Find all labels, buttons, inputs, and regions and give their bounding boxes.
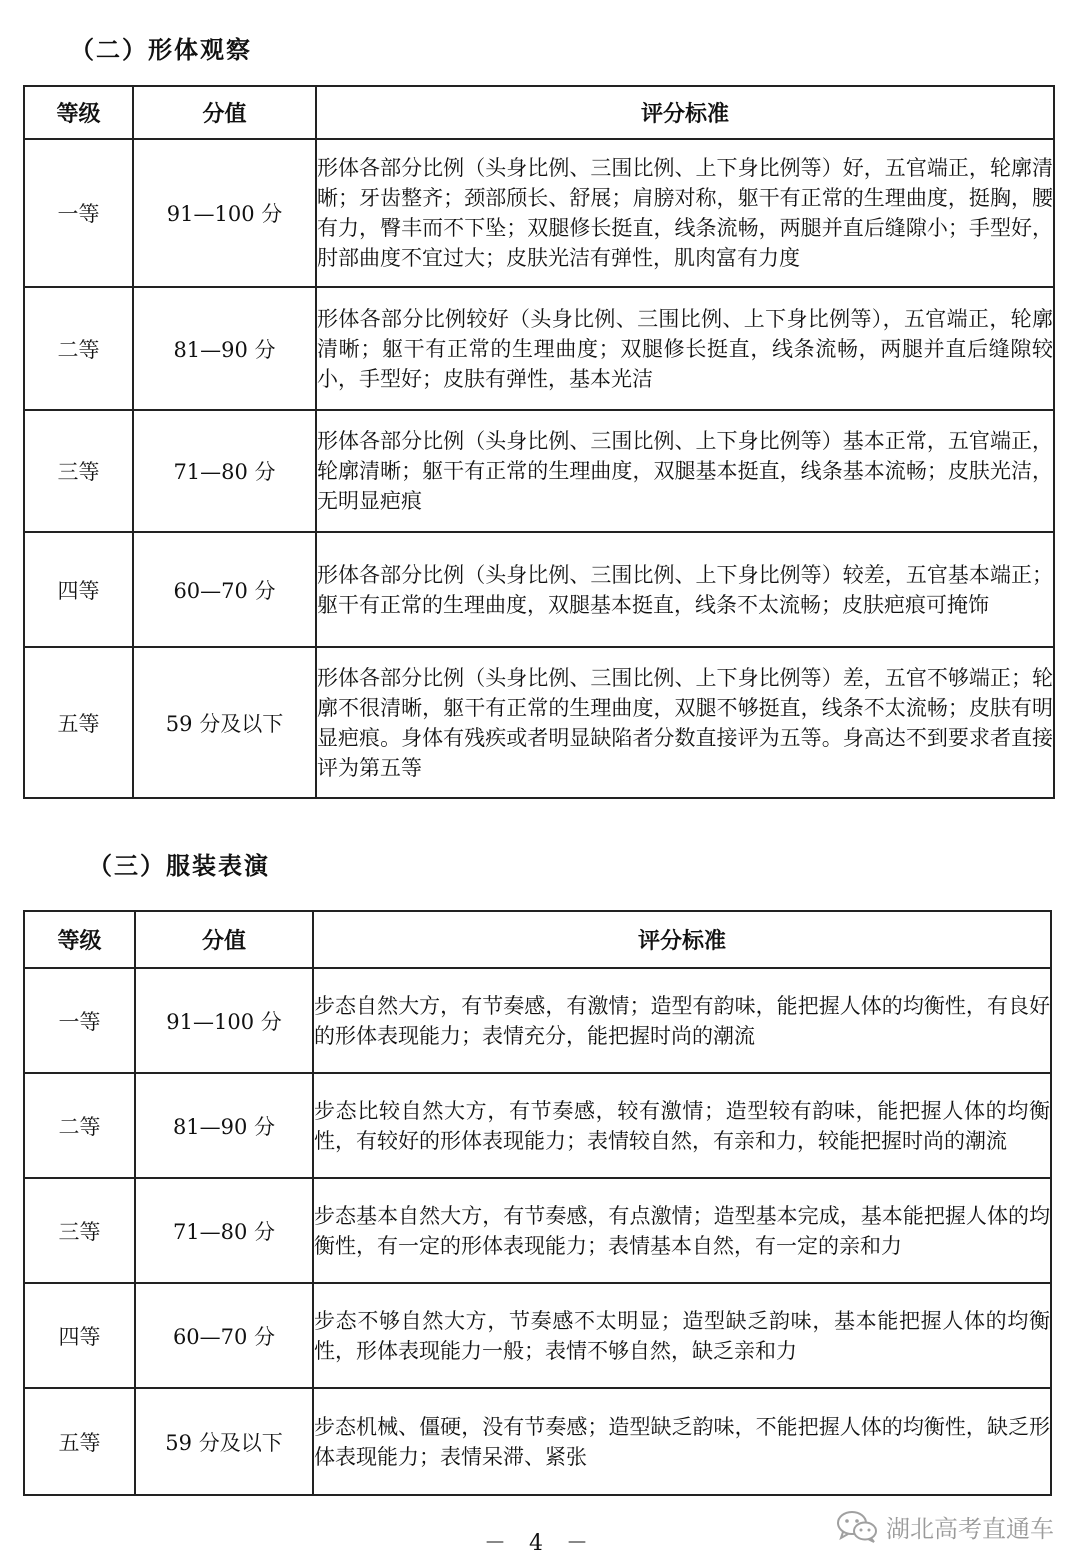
criteria-cell: 步态不够自然大方，节奏感不太明显；造型缺乏韵味，基本能把握人体的均衡性，形体表现能力一般；表情不够自然，缺乏亲和力	[313, 1283, 1051, 1388]
page-number: － 4 －	[484, 1531, 596, 1556]
criteria-cell: 形体各部分比例（头身比例、三围比例、上下身比例等）差，五官不够端正；轮廓不很清晰，躯干有正常的生理曲度，双腿不够挺直，线条不太流畅；皮肤有明显疤痕。身体有残疾或者明显缺陷者分数直接评为五等。身高达不到要求者直接评为第五等	[316, 647, 1054, 798]
header-level: 等级	[24, 911, 135, 968]
header-score: 分值	[135, 911, 313, 968]
score-cell: 71—80 分	[133, 410, 316, 532]
criteria-cell: 形体各部分比例（头身比例、三围比例、上下身比例等）较差，五官基本端正；躯干有正常的生理曲度，双腿基本挺直，线条不太流畅；皮肤疤痕可掩饰	[316, 532, 1054, 647]
level-cell: 三等	[24, 1178, 135, 1283]
score-cell: 59 分及以下	[135, 1388, 313, 1495]
criteria-cell: 步态自然大方，有节奏感，有激情；造型有韵味，能把握人体的均衡性，有良好的形体表现能力；表情充分，能把握时尚的潮流	[313, 968, 1051, 1073]
table-row	[24, 532, 1054, 647]
section-title-body-observation: （二）形体观察	[70, 36, 252, 64]
table-row	[24, 139, 1054, 287]
table-header-row	[24, 911, 1051, 968]
score-cell: 59 分及以下	[133, 647, 316, 798]
body-observation-table	[23, 85, 1055, 799]
level-cell: 四等	[24, 532, 133, 647]
header-criteria: 评分标准	[316, 86, 1054, 139]
table-row	[24, 410, 1054, 532]
table-row	[24, 968, 1051, 1073]
level-cell: 五等	[24, 647, 133, 798]
level-cell: 一等	[24, 968, 135, 1073]
criteria-cell: 形体各部分比例（头身比例、三围比例、上下身比例等）基本正常，五官端正，轮廓清晰；躯干有正常的生理曲度，双腿基本挺直，线条基本流畅；皮肤光洁，无明显疤痕	[316, 410, 1054, 532]
table-row	[24, 647, 1054, 798]
criteria-cell: 形体各部分比例（头身比例、三围比例、上下身比例等）好，五官端正，轮廓清晰；牙齿整齐；颈部颀长、舒展；肩膀对称，躯干有正常的生理曲度，挺胸，腰有力，臀丰而不下坠；双腿修长挺直，线条流畅，两腿并直后缝隙小；手型好，肘部曲度不宜过大；皮肤光洁有弹性，肌肉富有力度	[316, 139, 1054, 287]
score-cell: 60—70 分	[135, 1283, 313, 1388]
score-cell: 81—90 分	[133, 287, 316, 410]
header-level: 等级	[24, 86, 133, 139]
table-header-row	[24, 86, 1054, 139]
level-cell: 四等	[24, 1283, 135, 1388]
header-criteria: 评分标准	[313, 911, 1051, 968]
score-cell: 81—90 分	[135, 1073, 313, 1178]
score-cell: 71—80 分	[135, 1178, 313, 1283]
table-row	[24, 1388, 1051, 1495]
table-row	[24, 1178, 1051, 1283]
level-cell: 二等	[24, 287, 133, 410]
score-cell: 60—70 分	[133, 532, 316, 647]
header-score: 分值	[133, 86, 316, 139]
level-cell: 一等	[24, 139, 133, 287]
section-title-fashion-performance: （三）服装表演	[88, 852, 270, 880]
level-cell: 二等	[24, 1073, 135, 1178]
criteria-cell: 步态基本自然大方，有节奏感，有点激情；造型基本完成，基本能把握人体的均衡性，有一定的形体表现能力；表情基本自然，有一定的亲和力	[313, 1178, 1051, 1283]
score-cell: 91—100 分	[133, 139, 316, 287]
fashion-performance-table	[23, 910, 1052, 1496]
table-row	[24, 1283, 1051, 1388]
criteria-cell: 形体各部分比例较好（头身比例、三围比例、上下身比例等），五官端正，轮廓清晰；躯干有正常的生理曲度；双腿修长挺直，线条流畅，两腿并直后缝隙较小，手型好；皮肤有弹性，基本光洁	[316, 287, 1054, 410]
table-row	[24, 287, 1054, 410]
watermark-text: 湖北高考直通车	[886, 1514, 1054, 1543]
table-row	[24, 1073, 1051, 1178]
criteria-cell: 步态机械、僵硬，没有节奏感；造型缺乏韵味，不能把握人体的均衡性，缺乏形体表现能力；表情呆滞、紧张	[313, 1388, 1051, 1495]
level-cell: 五等	[24, 1388, 135, 1495]
score-cell: 91—100 分	[135, 968, 313, 1073]
level-cell: 三等	[24, 410, 133, 532]
criteria-cell: 步态比较自然大方，有节奏感，较有激情；造型较有韵味，能把握人体的均衡性，有较好的形体表现能力；表情较自然，有亲和力，较能把握时尚的潮流	[313, 1073, 1051, 1178]
